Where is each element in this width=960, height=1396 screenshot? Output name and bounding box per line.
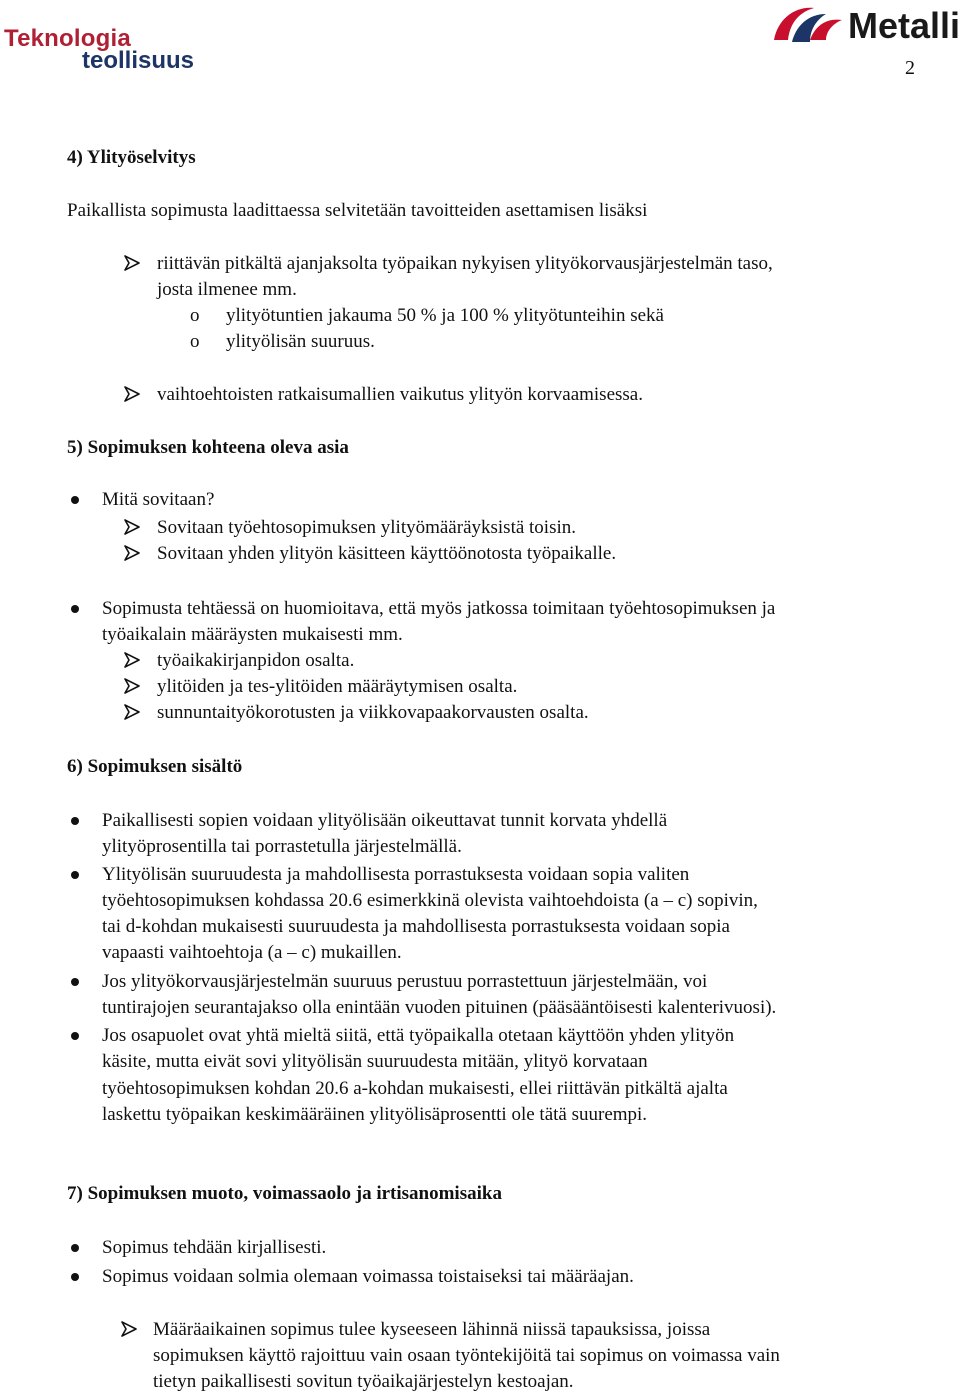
arrow-bullet-icon (123, 254, 141, 272)
section6-p4-line3: työehtosopimuksen kohdan 20.6 a-kohdan mukaisesti, ellei riittävän pitkältä ajalta (102, 1078, 728, 1099)
section6-p2-line3: tai d-kohdan mukaisesti suuruudesta ja mahdollisesta porrastuksesta voidaan sopia (102, 916, 730, 937)
arrow-bullet-icon (123, 544, 141, 562)
bullet-dot (71, 605, 79, 613)
section6-p1-line1: Paikallisesti sopien voidaan ylityölisään oikeuttavat tunnit korvata yhdellä (102, 810, 668, 831)
section6-p1-line2: ylityöprosentilla tai porrastetulla järjestelmällä. (102, 836, 462, 857)
sub-bullet-marker: o (190, 331, 200, 352)
section6-p4-line2: käsite, mutta eivät sovi ylityölisän suuruudesta mitään, ylityö korvataan (102, 1051, 648, 1072)
section7-arrow-line3: tietyn paikallisesti sovitun työaikajärjestelyn kestoajan. (153, 1371, 574, 1392)
section5-answer1: Sovitaan työehtosopimuksen ylityömääräyksistä toisin. (157, 517, 577, 538)
section6-p3-line1: Jos ylityökorvausjärjestelmän suuruus perustuu porrastettuun järjestelmään, voi (102, 971, 708, 992)
logo-line-teknologia: Teknologia (4, 25, 131, 52)
section4-sub1: ylityötuntien jakauma 50 % ja 100 % ylityötunteihin sekä (226, 305, 664, 326)
arrow-bullet-icon (123, 703, 141, 721)
section7-p1: Sopimus tehdään kirjallisesti. (102, 1237, 327, 1258)
arrow-bullet-icon (123, 651, 141, 669)
section5-question: Mitä sovitaan? (102, 489, 215, 510)
section5-b1: työaikakirjanpidon osalta. (157, 650, 355, 671)
metalli-logo (770, 0, 960, 50)
section6-p3-line2: tuntirajojen seurantajakso olla enintään vuoden pituinen (pääsääntöisesti kalenterivuosi). (102, 997, 777, 1018)
teknologiateollisuus-logo (4, 25, 195, 74)
bullet-dot (71, 817, 79, 825)
section4-heading: 4) Ylityöselvitys (67, 147, 196, 168)
section7-p2: Sopimus voidaan solmia olemaan voimassa toistaiseksi tai määräajan. (102, 1266, 634, 1287)
section6-p4-line4: laskettu työpaikan keskimääräinen ylityölisäprosentti ole tätä suurempi. (102, 1104, 648, 1125)
bullet-dot (71, 871, 79, 879)
section4-item1-line2: josta ilmenee mm. (157, 279, 297, 300)
section5-b2: ylitöiden ja tes-ylitöiden määräytymisen osalta. (157, 676, 518, 697)
bullet-dot (71, 1244, 79, 1252)
arrow-bullet-icon (123, 385, 141, 403)
bullet-dot (71, 496, 79, 504)
section7-arrow-line1: Määräaikainen sopimus tulee kyseeseen lähinnä niissä tapauksissa, joissa (153, 1319, 711, 1340)
sub-bullet-marker: o (190, 305, 200, 326)
section4-item1-line1: riittävän pitkältä ajanjaksolta työpaikan nykyisen ylityökorvausjärjestelmän taso, (157, 253, 773, 274)
section7-arrow-line2: sopimuksen käyttö rajoittuu vain osaan työntekijöitä tai sopimus on voimassa vain (153, 1345, 780, 1366)
page-number: 2 (905, 57, 915, 79)
section6-p2-line4: vapaasti vaihtoehtoja (a – c) mukaillen. (102, 942, 402, 963)
section5-paragraph-line1: Sopimusta tehtäessä on huomioitava, että myös jatkossa toimitaan työehtosopimuksen ja (102, 598, 776, 619)
metalli-wordmark: Metalli (848, 5, 960, 46)
section6-p2-line1: Ylityölisän suuruudesta ja mahdollisesta porrastuksesta voidaan sopia valiten (102, 864, 690, 885)
section5-paragraph-line2: työaikalain määräysten mukaisesti mm. (102, 624, 403, 645)
bullet-dot (71, 978, 79, 986)
section6-p4-line1: Jos osapuolet ovat yhtä mieltä siitä, että työpaikalla otetaan käyttöön yhden ylityön (102, 1025, 735, 1046)
section6-heading: 6) Sopimuksen sisältö (67, 756, 243, 777)
section7-heading: 7) Sopimuksen muoto, voimassaolo ja irtisanomisaika (67, 1183, 502, 1204)
arrow-bullet-icon (123, 677, 141, 695)
bullet-dot (71, 1032, 79, 1040)
section6-p2-line2: työehtosopimuksen kohdassa 20.6 esimerkkinä olevista vaihtoehdoista (a – c) sopivin, (102, 890, 758, 911)
section4-item2: vaihtoehtoisten ratkaisumallien vaikutus ylityön korvaamisessa. (157, 384, 643, 405)
section4-sub2: ylityölisän suuruus. (226, 331, 375, 352)
arrow-bullet-icon (123, 518, 141, 536)
section5-heading: 5) Sopimuksen kohteena oleva asia (67, 437, 349, 458)
section5-answer2: Sovitaan yhden ylityön käsitteen käyttöönotosta työpaikalle. (157, 543, 617, 564)
logo-line-teollisuus: teollisuus (82, 47, 195, 74)
bullet-dot (71, 1273, 79, 1281)
arrow-bullet-icon (120, 1320, 138, 1338)
section4-intro: Paikallista sopimusta laadittaessa selvitetään tavoitteiden asettamisen lisäksi (67, 200, 648, 221)
section5-b3: sunnuntaityökorotusten ja viikkovapaakorvausten osalta. (157, 702, 589, 723)
